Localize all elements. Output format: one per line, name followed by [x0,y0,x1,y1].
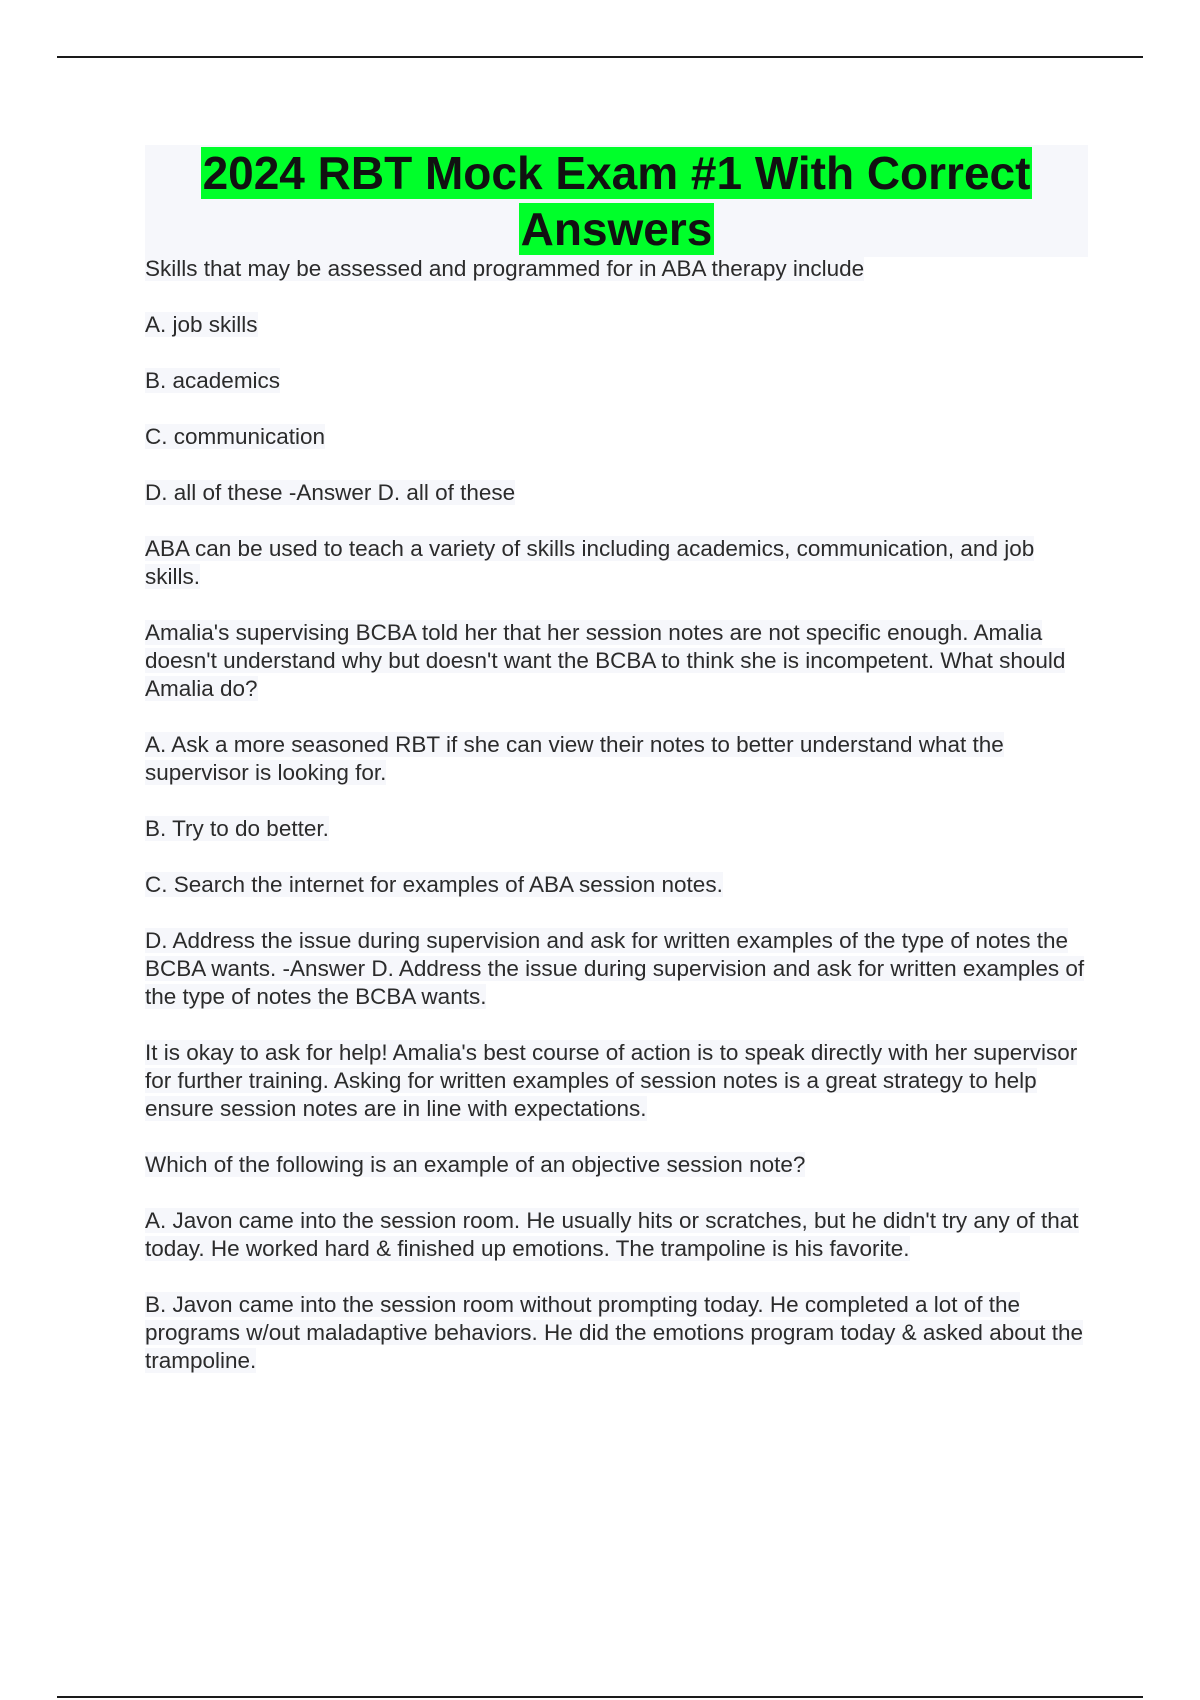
question-1-prompt: Skills that may be assessed and programmed for in ABA therapy include [145,256,865,281]
question-1-option-a: A. job skills [145,312,258,337]
top-rule [57,56,1143,58]
question-1-option-b: B. academics [145,368,281,393]
document-body [145,255,1095,1403]
question-2-prompt: Amalia's supervising BCBA told her that her session notes are not specific enough. Amalia doesn't understand why but doesn't want the BCBA to think she is incompetent. What should Amalia do? [145,620,1066,701]
title-line-1: 2024 RBT Mock Exam #1 With Correct [202,147,1031,199]
question-2-option-d-answer: D. Address the issue during supervision and ask for written examples of the type of notes the BCBA wants. -Answer D. Address the issue during supervision and ask for written examples of the type of notes the BCBA wants. [145,928,1085,1009]
question-3-option-a: A. Javon came into the session room. He usually hits or scratches, but he didn't try any of that today. He worked hard & finished up emotions. The trampoline is his favorite. [145,1208,1079,1261]
question-1-option-c: C. communication [145,424,326,449]
question-2-option-c: C. Search the internet for examples of ABA session notes. [145,872,723,897]
question-2-explanation: It is okay to ask for help! Amalia's best course of action is to speak directly with her supervisor for further training. Asking for written examples of session notes is a great strategy to help ensure session notes are in line with expectations. [145,1040,1078,1121]
question-2-option-b: B. Try to do better. [145,816,329,841]
question-2-option-a: A. Ask a more seasoned RBT if she can view their notes to better understand what the supervisor is looking for. [145,732,1004,785]
title-line-2: Answers [520,203,713,255]
document-title [145,145,1088,257]
question-1-explanation: ABA can be used to teach a variety of skills including academics, communication, and job skills. [145,536,1035,589]
bottom-rule [57,1696,1143,1698]
question-3-option-b: B. Javon came into the session room without prompting today. He completed a lot of the programs w/out maladaptive behaviors. He did the emotions program today & asked about the trampoline. [145,1292,1084,1373]
question-1-option-d-answer: D. all of these -Answer D. all of these [145,480,516,505]
question-3-prompt: Which of the following is an example of an objective session note? [145,1152,806,1177]
